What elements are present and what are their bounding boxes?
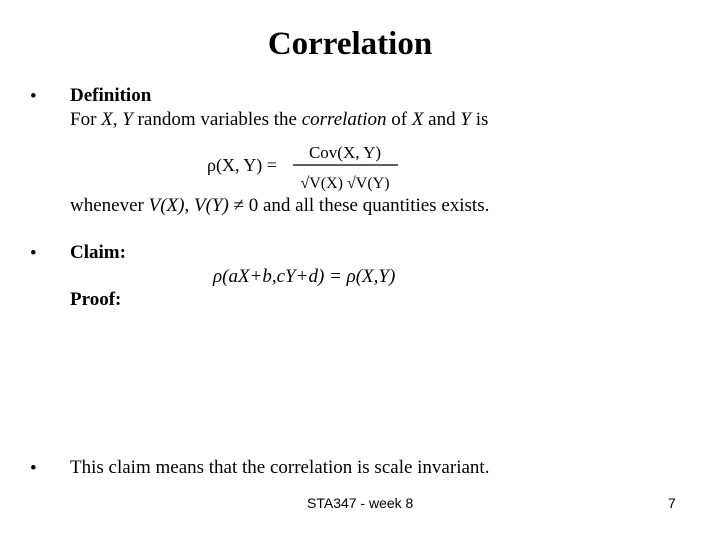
claim-heading: Claim: <box>70 242 126 263</box>
formula-numerator: Cov(X, Y) <box>308 143 382 162</box>
footer-page-number: 7 <box>668 495 676 511</box>
formula-lhs: ρ(X, Y) = <box>207 155 277 175</box>
footer-course: STA347 - week 8 <box>307 495 414 511</box>
definition-heading: Definition <box>70 85 152 106</box>
conclusion-text: This claim means that the correlation is scale invariant. <box>70 457 490 478</box>
slide-title: Correlation <box>267 26 433 62</box>
definition-line: For X, Y random variables the correlation of X and Y is <box>70 109 489 130</box>
correlation-formula <box>205 138 405 194</box>
bullet-dot-claim: • <box>30 243 37 264</box>
formula-denominator: √V(X) √V(Y) <box>300 175 390 192</box>
bullet-dot-conclusion: • <box>30 458 37 479</box>
bullet-dot-definition: • <box>30 86 37 107</box>
proof-label: Proof: <box>70 289 122 310</box>
definition-condition: whenever V(X), V(Y) ≠ 0 and all these quantities exists. <box>70 195 490 216</box>
claim-statement: ρ(aX+b,cY+d) = ρ(X,Y) <box>213 266 396 287</box>
